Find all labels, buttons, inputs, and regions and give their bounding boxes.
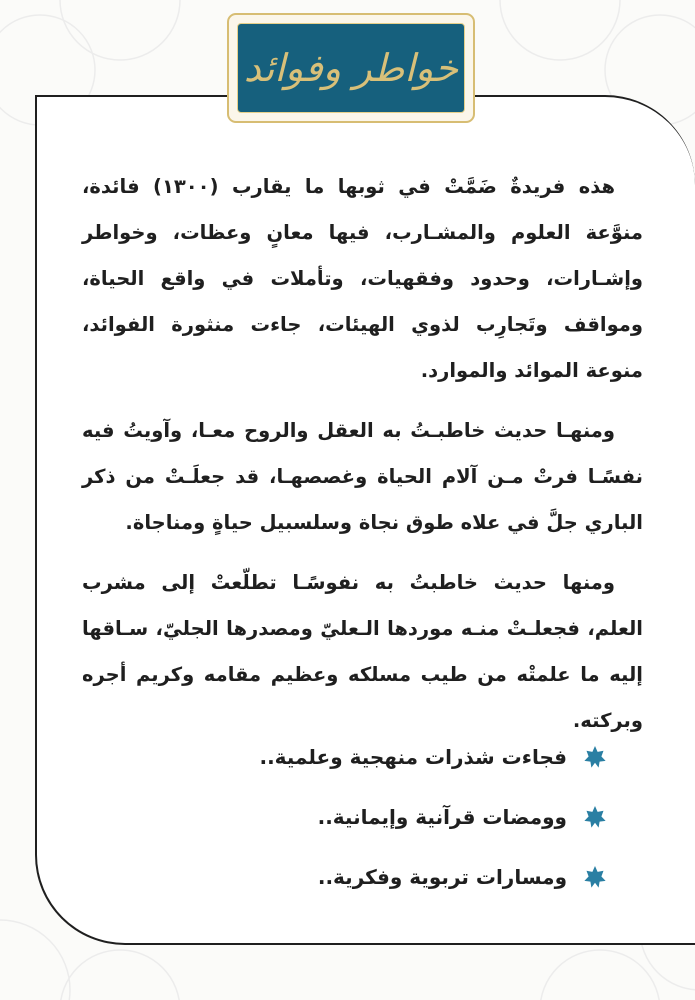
- title-banner-inner: [237, 23, 465, 113]
- list-item: [87, 787, 607, 847]
- list-item: [87, 847, 607, 907]
- paragraph: هذه فريدةٌ ضَمَّتْ في ثوبها ما يقارب (١٣٠٠) فائدة، منوَّعة العلوم والمشـارب، فيها معانٍ وعظات، وخواطر وإشـارات، وحدود وفقهيات، وتأملات في واقع الحياة، ومواقف وتَجارِب لذوي الهيئات، جاءت منثورة الفوائد، منوعة الموائد والموارد.: [82, 175, 643, 382]
- list-item: [87, 727, 607, 787]
- body-text: [82, 164, 643, 758]
- star-bullet-icon: [583, 805, 607, 829]
- paragraph: ومنها حديث خاطبتُ به نفوسًـا تطلّعتْ إلى مشرب العلم، فجعلـتْ منـه موردها الـعليّ ومصدرها الجليّ، سـاقها إليه ما علمتْه من طيب مسلكه وعظيم مقامه وكريم أجره وبركته.: [82, 571, 643, 732]
- paragraph: ومنهـا حديث خاطبـتُ به العقل والروح معـا، وآويتُ فيه نفسًـا فرتْ مـن آلام الحياة وغصصهـا، قد جعلَـتْ من ذكر الباري جلَّ في علاه طوق نجاة وسلسبيل حياةٍ ومناجاة.: [82, 419, 643, 534]
- bullet-text: فجاءت شذرات منهجية وعلمية..: [259, 745, 567, 769]
- bullet-text: وومضات قرآنية وإيمانية..: [317, 805, 567, 829]
- page-title: خواطر وفوائد: [243, 46, 459, 90]
- star-bullet-icon: [583, 745, 607, 769]
- bullet-list: [87, 727, 607, 907]
- title-banner: [227, 13, 475, 123]
- bullet-text: ومسارات تربوية وفكرية..: [317, 865, 567, 889]
- star-bullet-icon: [583, 865, 607, 889]
